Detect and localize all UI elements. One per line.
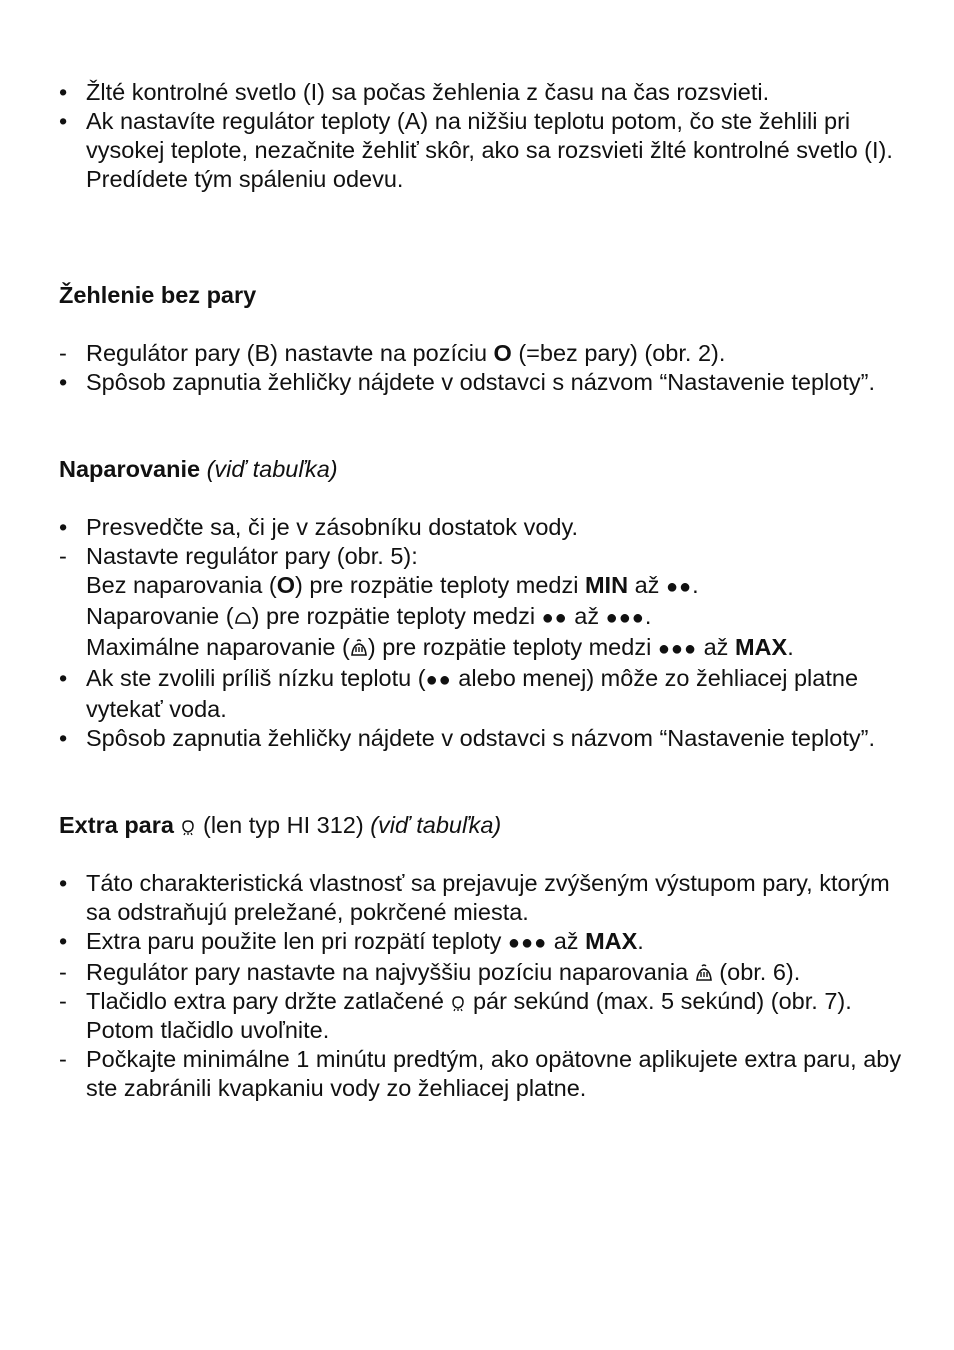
bullet-marker: • bbox=[59, 369, 68, 395]
list-item bbox=[59, 513, 909, 542]
bullet-marker: • bbox=[59, 79, 68, 105]
list-item bbox=[59, 78, 909, 107]
max-steam-icon bbox=[350, 638, 368, 658]
item-text: Spôsob zapnutia žehličky nájdete v odstavci s názvom “Nastavenie teploty”. bbox=[86, 725, 875, 751]
list-item bbox=[59, 724, 909, 753]
dash-marker: - bbox=[59, 543, 67, 569]
two-dots: ●● bbox=[425, 669, 452, 691]
list-item bbox=[59, 1045, 909, 1103]
steam-setting-line: Bez naparovania (O) pre rozpätie teploty medzi MIN až ●●. bbox=[86, 572, 699, 598]
bullet-marker: • bbox=[59, 870, 68, 896]
list-item: - Tlačidlo extra pary držte zatlačené pár sekúnd (max. 5 sekúnd) (obr. 7). Potom tlačidlo uvoľnite. bbox=[59, 988, 852, 1043]
item-text: (=bez pary) (obr. 2). bbox=[511, 340, 726, 366]
item-text: Nastavte regulátor pary (obr. 5): bbox=[86, 543, 418, 569]
list-item bbox=[59, 542, 909, 664]
item-text: Ak nastavíte regulátor teploty (A) na nižšiu teplotu potom, čo ste žehlili pri vysokej teplote, nezačnite žehliť skôr, ako sa rozsvieti žlté kontrolné svetlo (I). Predídete tým spáleniu odevu. bbox=[86, 108, 893, 192]
bullet-marker: • bbox=[59, 108, 68, 134]
list-item: • Ak ste zvolili príliš nízku teplotu (●● alebo menej) môže zo žehliacej platne vytekať voda. bbox=[59, 665, 859, 722]
steam-icon bbox=[234, 609, 252, 627]
two-dots: ●● bbox=[665, 576, 693, 598]
list-item: • Extra paru použite len pri rozpätí teploty ●●● až MAX. bbox=[59, 928, 644, 954]
three-dots: ●●● bbox=[507, 932, 548, 954]
item-text: Táto charakteristická vlastnosť sa prejavuje zvýšeným výstupom pary, ktorým sa odstraňujú preležané, pokrčené miesta. bbox=[86, 870, 890, 925]
item-text: Regulátor pary (B) nastavte na pozíciu bbox=[86, 340, 494, 366]
two-dots: ●● bbox=[541, 607, 568, 629]
heading-note: (viď tabuľka) bbox=[206, 456, 338, 482]
bullet-marker: • bbox=[59, 665, 68, 691]
position-o: O bbox=[493, 340, 512, 366]
heading-text: Naparovanie bbox=[59, 456, 201, 482]
list-item bbox=[59, 368, 909, 397]
dash-marker: - bbox=[59, 1046, 67, 1072]
item-text: Presvedčte sa, či je v zásobníku dostatok vody. bbox=[86, 514, 579, 540]
item-text: Žlté kontrolné svetlo (I) sa počas žehlenia z času na čas rozsvieti. bbox=[86, 79, 770, 105]
heading-text: Žehlenie bez pary bbox=[59, 282, 257, 308]
manual-page bbox=[59, 78, 909, 1103]
section-heading: Extra para (len typ HI 312) (viď tabuľka) bbox=[59, 812, 502, 838]
steam-shot-icon bbox=[450, 994, 466, 1012]
section-heading bbox=[59, 455, 909, 484]
heading-text: Extra para bbox=[59, 812, 174, 838]
steam-setting-line: Naparovanie ( ) pre rozpätie teploty medzi ●● až ●●●. bbox=[86, 603, 652, 629]
steam-setting-line: Maximálne naparovanie ( ) pre rozpätie teploty medzi ●●● až MAX. bbox=[86, 634, 794, 660]
item-text: Počkajte minimálne 1 minútu predtým, ako opätovne aplikujete extra paru, aby ste zabránili kvapkaniu vody zo žehliacej platne. bbox=[86, 1046, 902, 1101]
list-item bbox=[59, 869, 909, 927]
list-item bbox=[59, 107, 909, 194]
dash-marker: - bbox=[59, 988, 67, 1014]
max-steam-icon bbox=[695, 963, 713, 983]
three-dots: ●●● bbox=[605, 607, 645, 629]
steam-shot-icon bbox=[180, 818, 196, 836]
dash-marker: - bbox=[59, 340, 67, 366]
dash-marker: - bbox=[59, 959, 67, 985]
bullet-marker: • bbox=[59, 514, 68, 540]
heading-note: (viď tabuľka) bbox=[370, 812, 502, 838]
bullet-marker: • bbox=[59, 725, 68, 751]
item-text: Spôsob zapnutia žehličky nájdete v odstavci s názvom “Nastavenie teploty”. bbox=[86, 369, 875, 395]
list-item bbox=[59, 339, 909, 368]
three-dots: ●●● bbox=[657, 638, 698, 660]
list-item: - Regulátor pary nastavte na najvyššiu pozíciu naparovania (obr. 6). bbox=[59, 959, 801, 985]
bullet-marker: • bbox=[59, 928, 68, 954]
section-heading bbox=[59, 281, 909, 310]
